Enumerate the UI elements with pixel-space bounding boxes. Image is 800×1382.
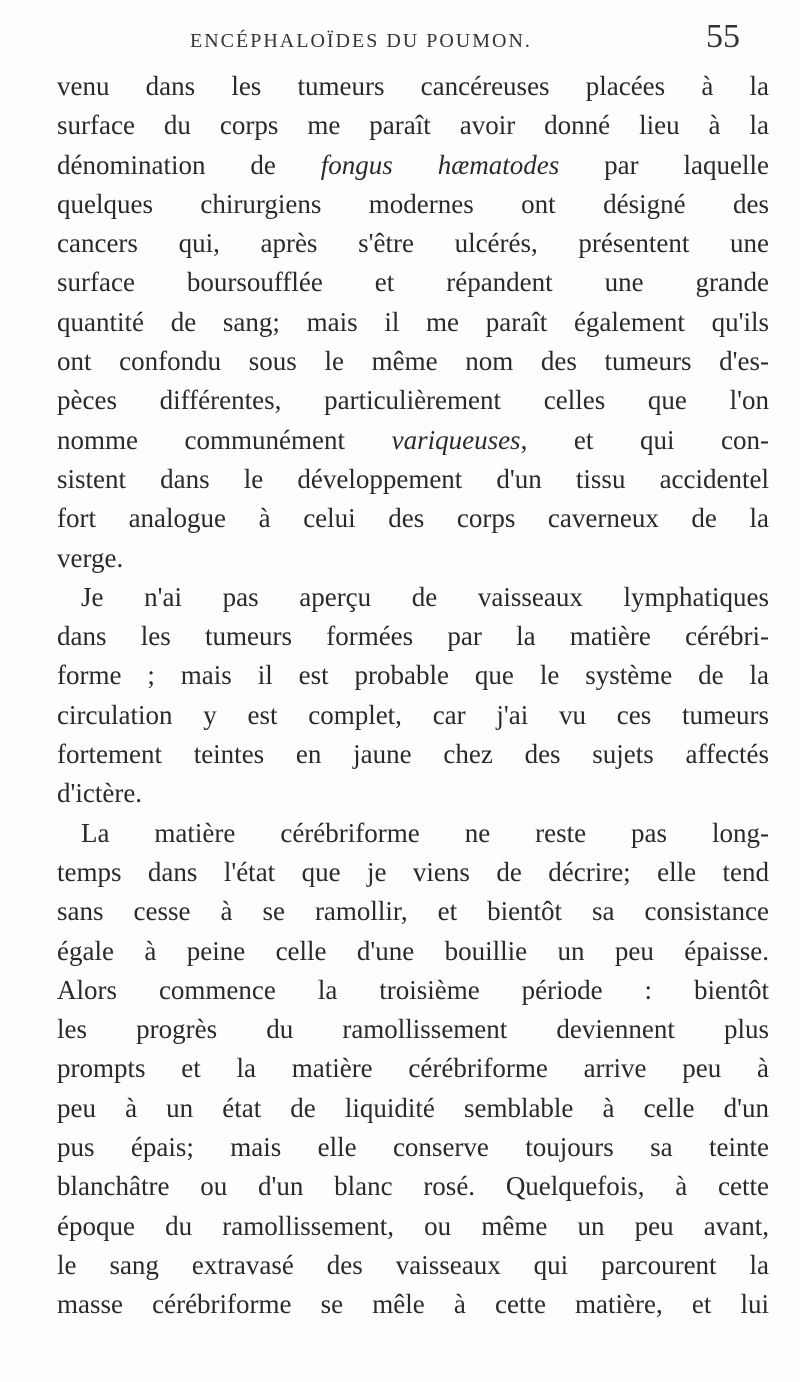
text-line: La matière cérébriforme ne reste pas long- (81, 817, 769, 848)
text-line: masse cérébriforme se mêle à cette matière, et lui (57, 1289, 769, 1320)
text-line: peu à un état de liquidité semblable à celle d'un (57, 1092, 769, 1123)
text-line: les progrès du ramollissement deviennent plus (57, 1014, 769, 1045)
text-line: époque du ramollissement, ou même un peu avant, (57, 1210, 769, 1241)
body-text (57, 67, 769, 1325)
page-number: 55 (706, 18, 740, 55)
text-segment: dénomination de (57, 149, 321, 180)
running-head (60, 18, 740, 58)
text-line: forme ; mais il est probable que le système de la (57, 660, 769, 691)
text-line: fortement teintes en jaune chez des sujets affectés (57, 739, 769, 770)
text-line: prompts et la matière cérébriforme arrive peu à (57, 1053, 769, 1084)
text-line: surface boursoufflée et répandent une grande (57, 267, 769, 298)
text-line: verge. (57, 542, 124, 573)
running-title: ENCÉPHALOÏDES DU POUMON. (190, 30, 532, 52)
text-line: le sang extravasé des vaisseaux qui parcourent la (57, 1249, 769, 1280)
text-line: Je n'ai pas aperçu de vaisseaux lymphatiques (81, 581, 769, 612)
text-line: sans cesse à se ramollir, et bientôt sa consistance (57, 896, 769, 927)
text-line: blanchâtre ou d'un blanc rosé. Quelquefois, à cette (57, 1171, 769, 1202)
text-line: égale à peine celle d'une bouillie un peu épaisse. (57, 935, 769, 966)
text-line: quelques chirurgiens modernes ont désigné des (57, 188, 769, 219)
text-line: surface du corps me paraît avoir donné lieu à la (57, 110, 769, 141)
text-line: sistent dans le développement d'un tissu accidentel (57, 463, 769, 494)
text-line: dans les tumeurs formées par la matière cérébri- (57, 621, 769, 652)
italic-term: variqueuses (391, 424, 521, 455)
text-line: circulation y est complet, car j'ai vu ces tumeurs (57, 699, 769, 730)
text-line: quantité de sang; mais il me paraît également qu'ils (57, 306, 769, 337)
text-segment: par laquelle (559, 149, 769, 180)
text-line: pèces différentes, particulièrement celles que l'on (57, 385, 769, 416)
text-line: temps dans l'état que je viens de décrire; elle tend (57, 856, 769, 887)
text-line: fort analogue à celui des corps caverneux de la (57, 503, 769, 534)
text-line (57, 146, 769, 185)
text-line: ont confondu sous le même nom des tumeurs d'es- (57, 346, 769, 377)
text-line: cancers qui, après s'être ulcérés, présentent une (57, 228, 769, 259)
text-segment: nomme communément (57, 424, 392, 455)
italic-term: fongus hæmatodes (320, 149, 560, 180)
text-line: venu dans les tumeurs cancéreuses placées à la (57, 71, 769, 101)
text-line (57, 421, 769, 460)
text-line: Alors commence la troisième période : bientôt (57, 974, 769, 1005)
text-segment: , et qui con- (520, 424, 769, 455)
text-line: pus épais; mais elle conserve toujours sa teinte (57, 1132, 769, 1163)
text-line: d'ictère. (57, 778, 143, 809)
